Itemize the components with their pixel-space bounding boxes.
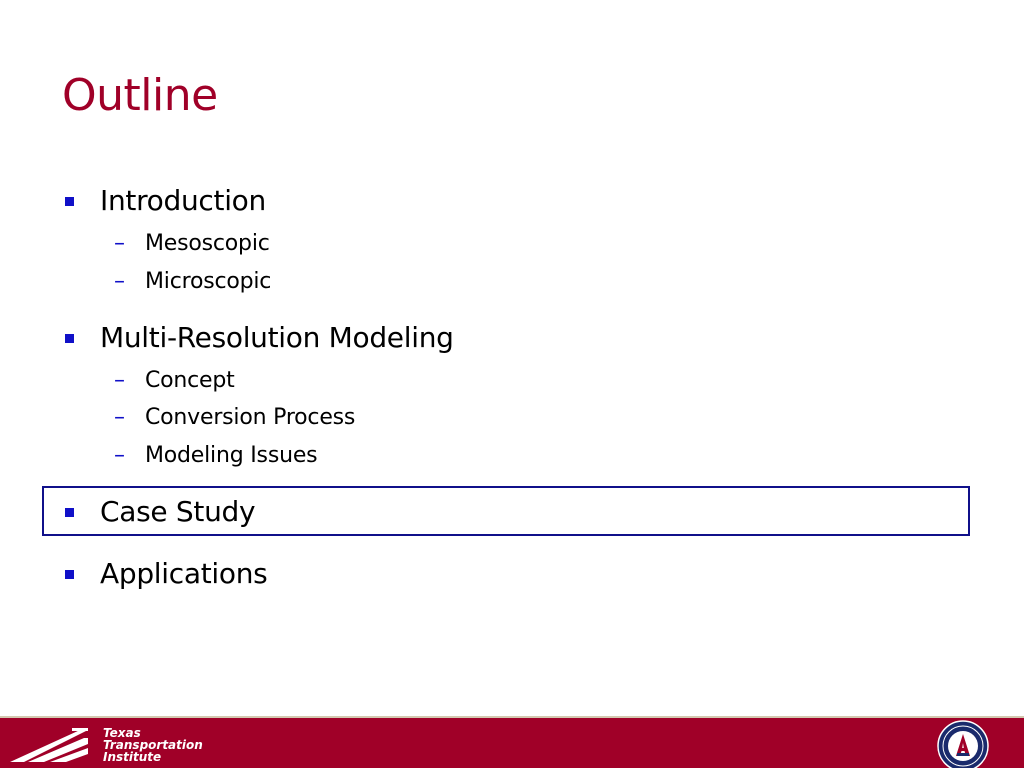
outline-item-label: Case Study [100, 495, 256, 528]
outline-item-label: Multi-Resolution Modeling [100, 321, 454, 354]
square-bullet-icon [65, 570, 74, 579]
square-bullet-icon [65, 197, 74, 206]
university-of-arizona-seal-icon [936, 720, 990, 768]
square-bullet-icon [65, 334, 74, 343]
dash-bullet-icon: – [114, 443, 125, 468]
outline-item-label: Introduction [100, 184, 266, 217]
outline-subitem-label: Microscopic [145, 269, 272, 294]
tti-logo-line3: Institute [103, 750, 162, 764]
tti-logo-line2: Transportation [103, 738, 203, 752]
dash-bullet-icon: – [114, 269, 125, 294]
square-bullet-icon [65, 508, 74, 517]
footer-bar [0, 716, 1024, 768]
tti-logo-text [103, 727, 203, 763]
dash-bullet-icon: – [114, 368, 125, 393]
outline-subitem-label: Modeling Issues [145, 443, 318, 468]
outline-subitem-label: Concept [145, 368, 235, 393]
tti-logo-line1: Texas [103, 726, 141, 740]
outline-item-label: Applications [100, 557, 268, 590]
outline-subitem-label: Conversion Process [145, 405, 356, 430]
tti-road-logo-icon [10, 724, 90, 764]
dash-bullet-icon: – [114, 405, 125, 430]
tti-logo [10, 722, 203, 764]
slide-title: Outline [62, 70, 218, 121]
dash-bullet-icon: – [114, 231, 125, 256]
outline-subitem-label: Mesoscopic [145, 231, 270, 256]
